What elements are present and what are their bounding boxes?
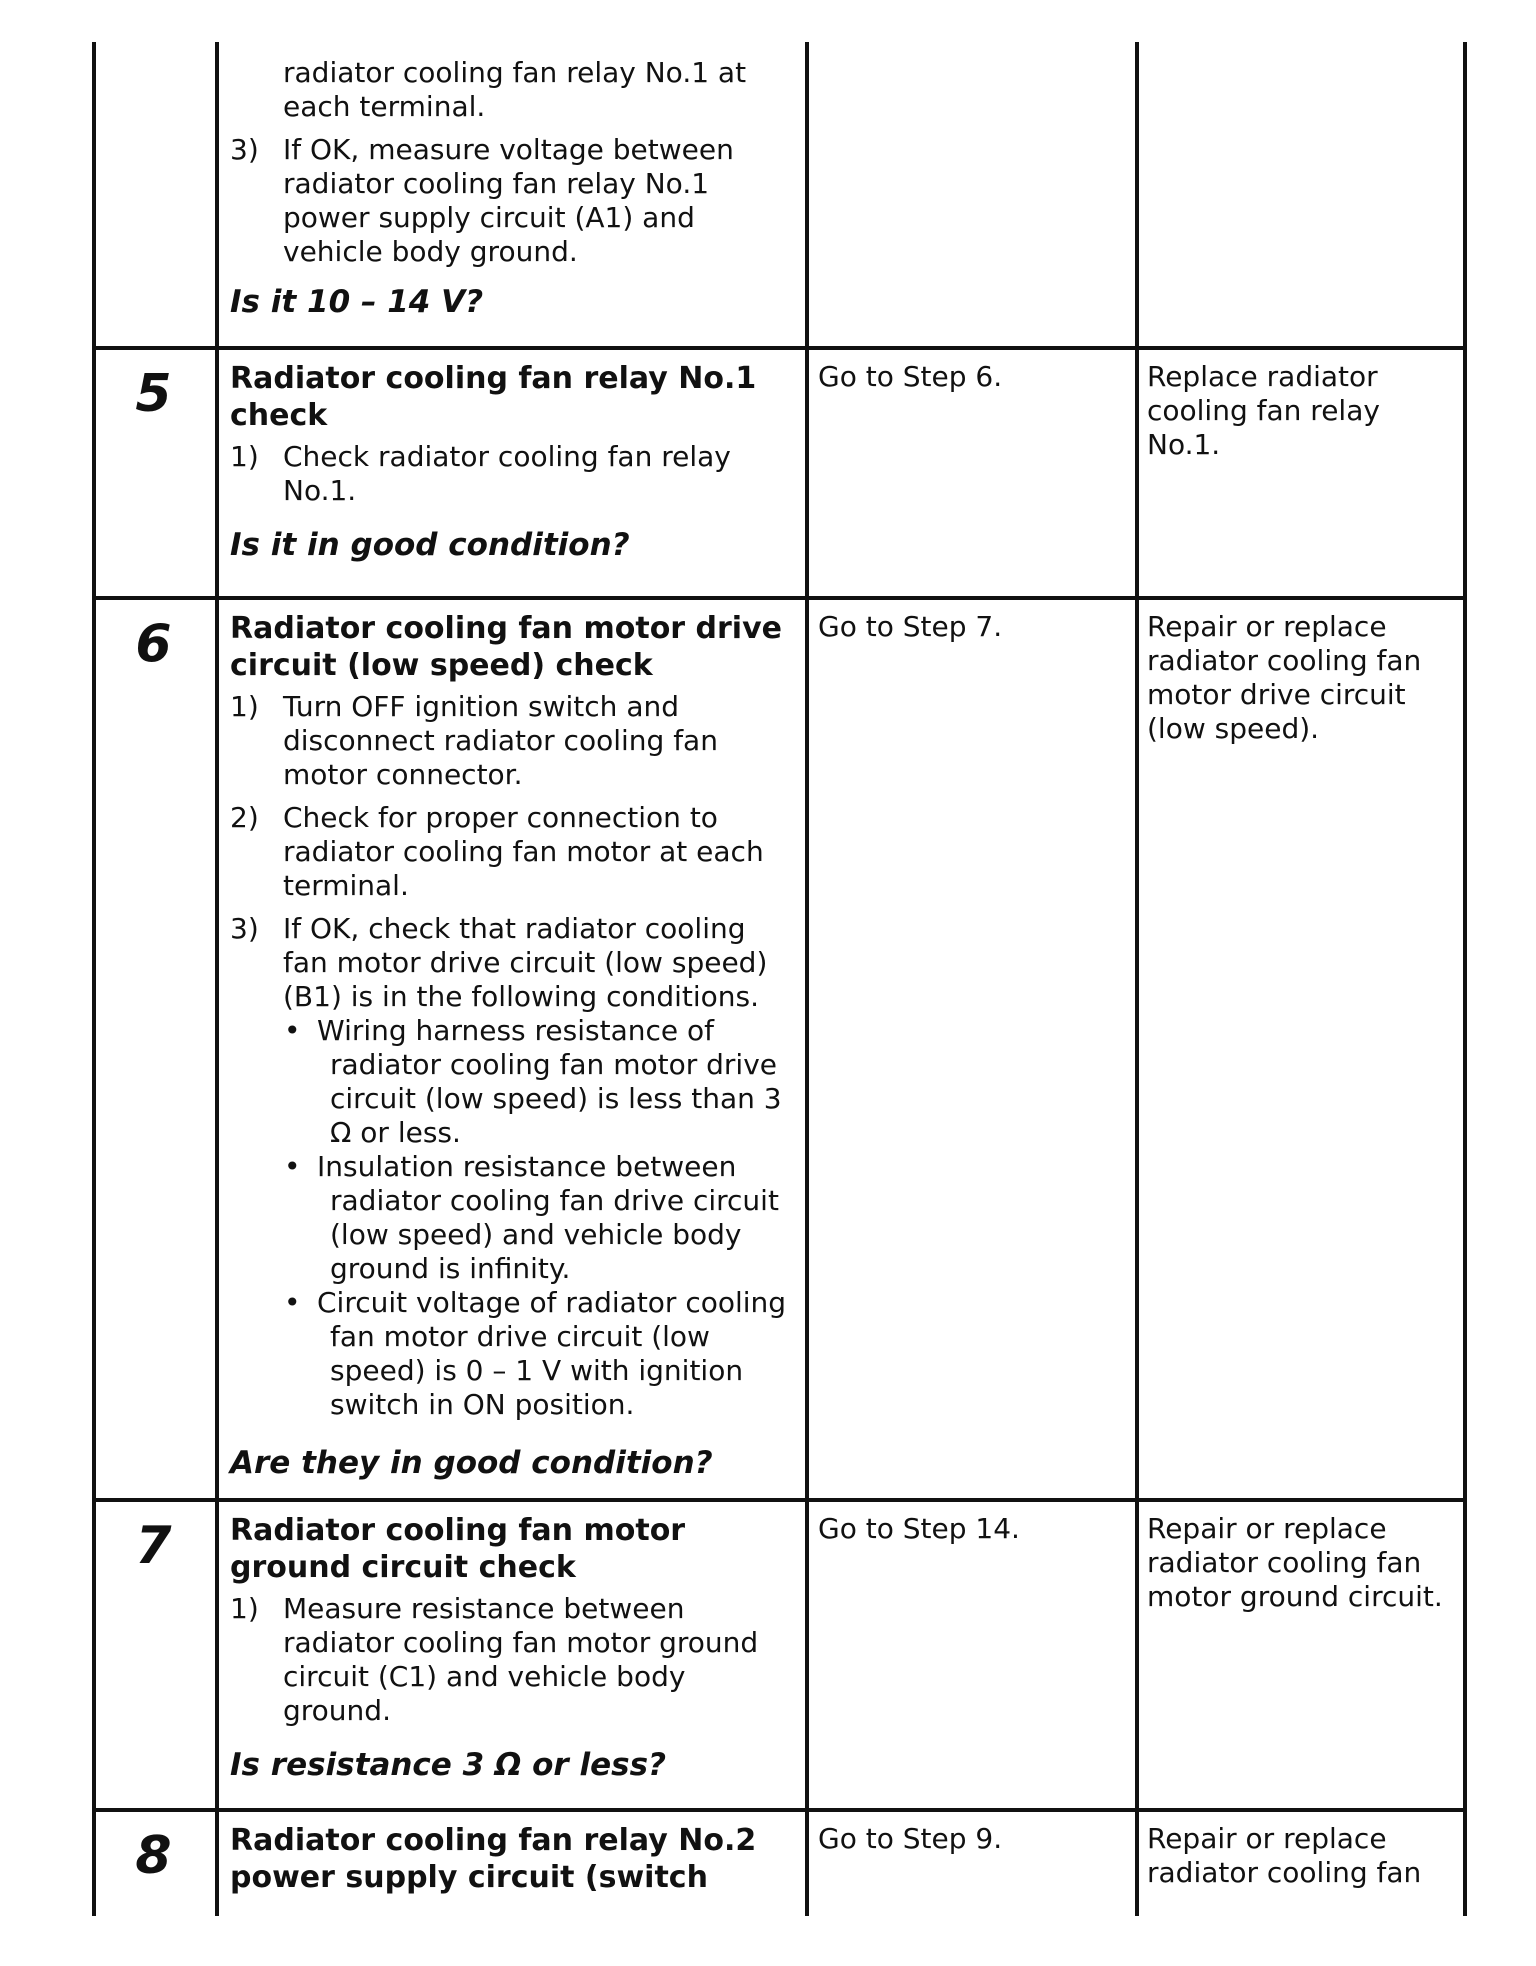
row-divider: [92, 1808, 1467, 1812]
bullet-text: Circuit voltage of radiator cooling fan motor drive circuit (low speed) is 0 – 1 V with ignition switch in ON position.: [317, 1286, 787, 1421]
step-title: Radiator cooling fan relay No.1 check: [230, 361, 757, 433]
list-item: [230, 440, 790, 508]
step-number: 8: [135, 1826, 172, 1886]
yes-result: Go to Step 9.: [818, 1822, 1003, 1855]
list-item: [230, 690, 790, 792]
list-text: Measure resistance between radiator cooling fan motor ground circuit (C1) and vehicle body ground.: [283, 1592, 759, 1727]
bullet-text: Insulation resistance between radiator cooling fan drive circuit (low speed) and vehicle body ground is infinity.: [317, 1150, 779, 1285]
action-cell: [230, 1512, 790, 1784]
list-number: 3): [230, 912, 259, 945]
step-number: 6: [135, 614, 172, 674]
yes-result: Go to Step 6.: [818, 360, 1003, 393]
table-border-left: [92, 42, 96, 1916]
list-item: [230, 912, 790, 1014]
step-title: Radiator cooling fan motor ground circuit check: [230, 1513, 686, 1585]
row-divider: [92, 346, 1467, 350]
table-divider-action: [805, 42, 809, 1916]
yes-result: Go to Step 14.: [818, 1512, 1020, 1545]
bullet-item: [230, 1014, 790, 1150]
action-cell-continued: [230, 56, 790, 321]
list-number: 3): [230, 133, 259, 166]
table-divider-yes: [1135, 42, 1139, 1916]
row-divider: [92, 1498, 1467, 1502]
list-text: Turn OFF ignition switch and disconnect radiator cooling fan motor connector.: [283, 690, 718, 791]
bullet-icon: •: [284, 1014, 301, 1047]
bullet-text: Wiring harness resistance of radiator cooling fan motor drive circuit (low speed) is less than 3 Ω or less.: [317, 1014, 782, 1149]
action-cell: [230, 360, 790, 564]
list-number: 1): [230, 690, 259, 723]
list-text: If OK, check that radiator cooling fan motor drive circuit (low speed) (B1) is in the following conditions.: [283, 912, 768, 1013]
bullet-icon: •: [284, 1286, 301, 1319]
check-question: Is it 10 – 14 V?: [230, 284, 484, 320]
list-item: [230, 56, 790, 124]
list-item: [230, 1592, 790, 1728]
list-number: 2): [230, 801, 259, 834]
no-result: Repair or replace radiator cooling fan motor drive circuit (low speed).: [1147, 610, 1422, 745]
no-result: Repair or replace radiator cooling fan: [1147, 1822, 1422, 1889]
yes-result: Go to Step 7.: [818, 610, 1003, 643]
list-item: [230, 801, 790, 903]
bullet-item: [230, 1286, 790, 1422]
list-number: 1): [230, 440, 259, 473]
list-number: 1): [230, 1592, 259, 1625]
check-question: Is it in good condition?: [230, 527, 630, 563]
list-text: If OK, measure voltage between radiator cooling fan relay No.1 power supply circuit (A1) and vehicle body ground.: [283, 133, 734, 268]
step-title: Radiator cooling fan relay No.2 power supply circuit (switch: [230, 1823, 757, 1895]
bullet-item: [230, 1150, 790, 1286]
no-result: Replace radiator cooling fan relay No.1.: [1147, 360, 1380, 461]
row-divider: [92, 596, 1467, 600]
step-number: 5: [135, 364, 172, 424]
step-number: 7: [135, 1516, 172, 1576]
no-result: Repair or replace radiator cooling fan motor ground circuit.: [1147, 1512, 1443, 1613]
table-border-right: [1463, 42, 1467, 1916]
action-cell: [230, 610, 790, 1482]
list-text: Check radiator cooling fan relay No.1.: [283, 440, 731, 507]
bullet-icon: •: [284, 1150, 301, 1183]
list-text: Check for proper connection to radiator cooling fan motor at each terminal.: [283, 801, 764, 902]
action-cell: [230, 1822, 790, 1902]
list-text: radiator cooling fan relay No.1 at each terminal.: [283, 56, 747, 123]
step-title: Radiator cooling fan motor drive circuit (low speed) check: [230, 611, 782, 683]
check-question: Are they in good condition?: [230, 1445, 713, 1481]
table-divider-step: [215, 42, 219, 1916]
list-item: [230, 133, 790, 269]
check-question: Is resistance 3 Ω or less?: [230, 1747, 667, 1783]
